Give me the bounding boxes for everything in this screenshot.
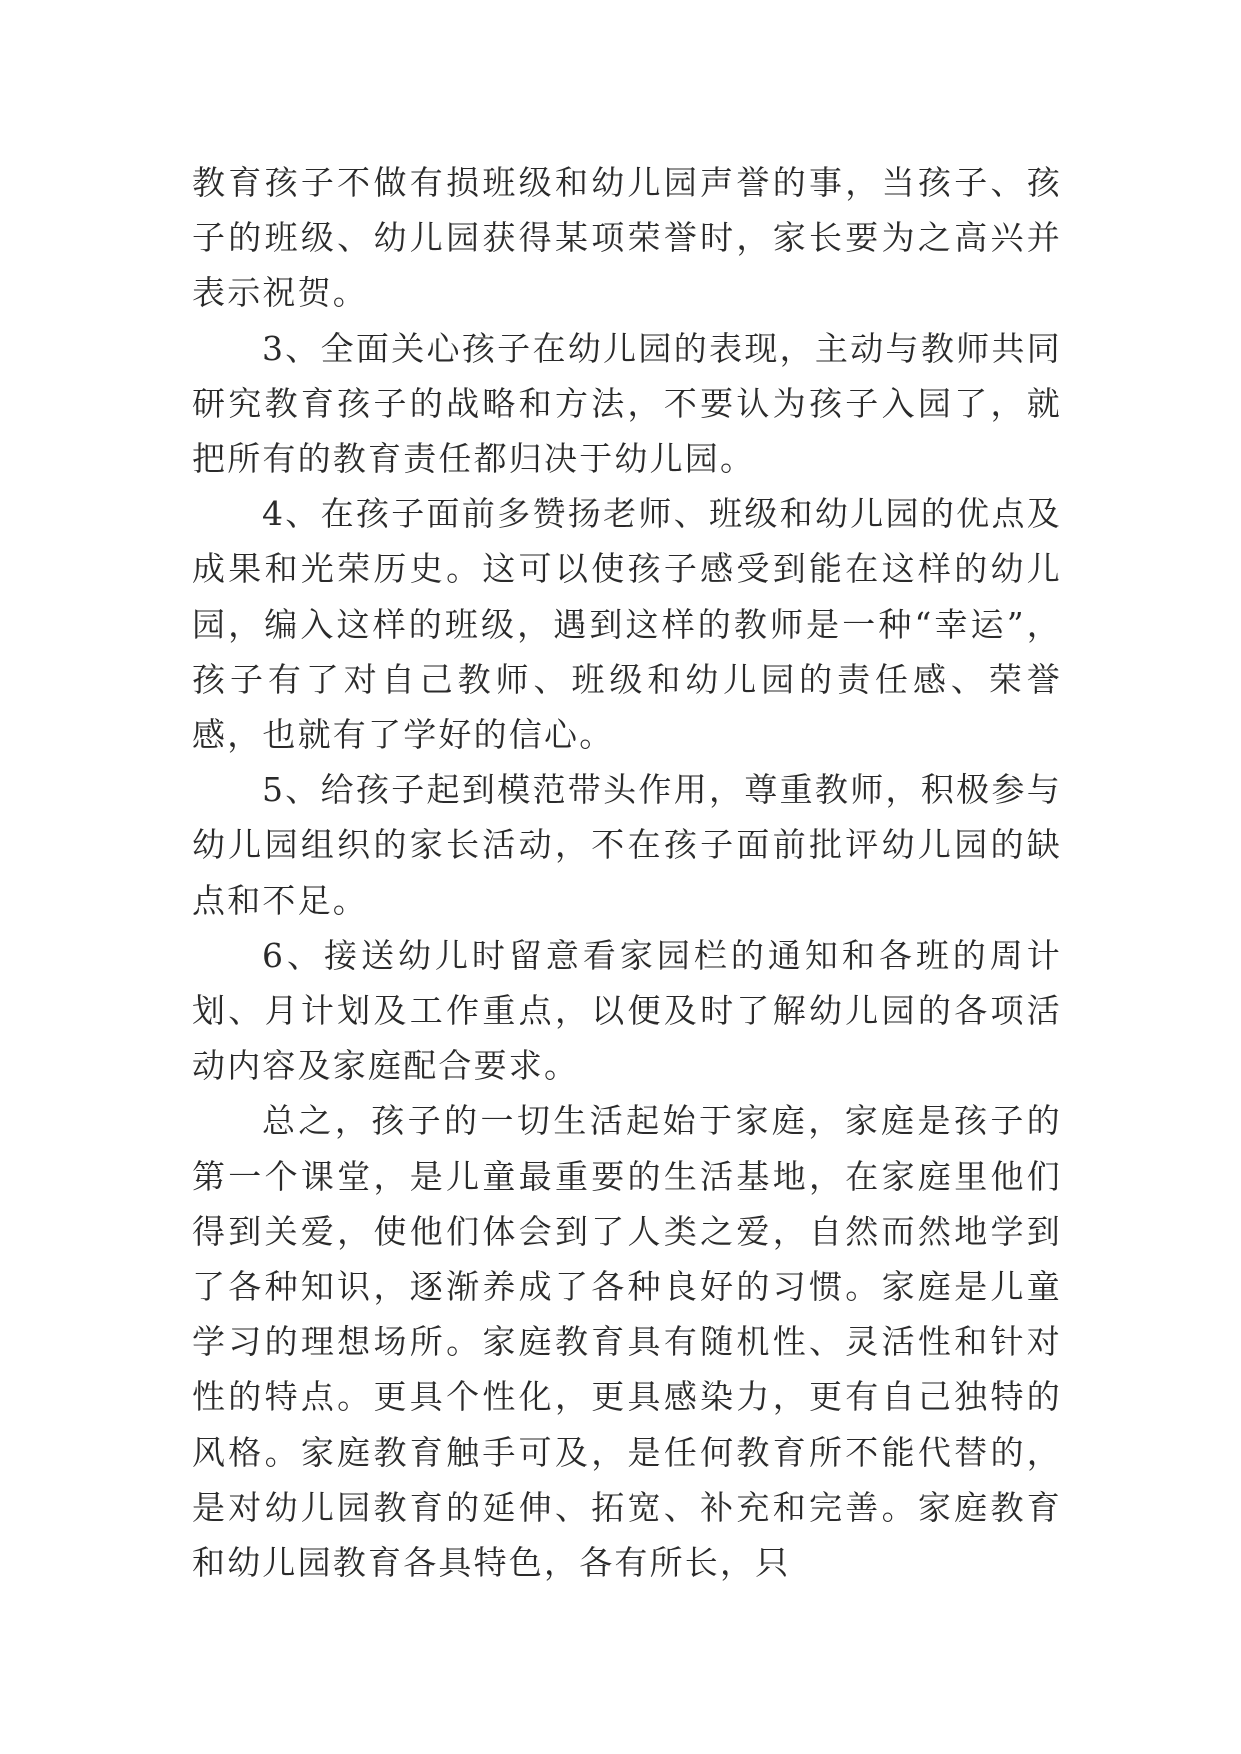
body-text — [192, 155, 1062, 1590]
paragraph-summary: 总之，孩子的一切生活起始于家庭，家庭是孩子的第一个课堂，是儿童最重要的生活基地，在家庭里他们得到关爱，使他们体会到了人类之爱，自然而然地学到了各种知识，逐渐养成了各种良好的习惯。家庭是儿童学习的理想场所。家庭教育具有随机性、灵活性和针对性的特点。更具个性化，更具感染力，更有自己独特的风格。家庭教育触手可及，是任何教育所不能代替的，是对幼儿园教育的延伸、拓宽、补充和完善。家庭教育和幼儿园教育各具特色，各有所长，只 — [192, 1101, 1062, 1583]
paragraph-item-6: 6、接送幼儿时留意看家园栏的通知和各班的周计划、月计划及工作重点，以便及时了解幼儿园的各项活动内容及家庭配合要求。 — [192, 935, 1062, 1086]
paragraph-continuation: 教育孩子不做有损班级和幼儿园声誉的事，当孩子、孩子的班级、幼儿园获得某项荣誉时，家长要为之高兴并表示祝贺。 — [192, 163, 1062, 313]
paragraph-item-4: 4、在孩子面前多赞扬老师、班级和幼儿园的优点及成果和光荣历史。这可以使孩子感受到能在这样的幼儿园，编入这样的班级，遇到这样的教师是一种“幸运”，孩子有了对自己教师、班级和幼儿园的责任感、荣誉感，也就有了学好的信心。 — [192, 494, 1062, 755]
paragraph-item-5: 5、给孩子起到模范带头作用，尊重教师，积极参与幼儿园组织的家长活动，不在孩子面前批评幼儿园的缺点和不足。 — [192, 770, 1062, 920]
paragraph-item-3: 3、全面关心孩子在幼儿园的表现，主动与教师共同研究教育孩子的战略和方法，不要认为孩子入园了，就把所有的教育责任都归决于幼儿园。 — [192, 328, 1062, 479]
